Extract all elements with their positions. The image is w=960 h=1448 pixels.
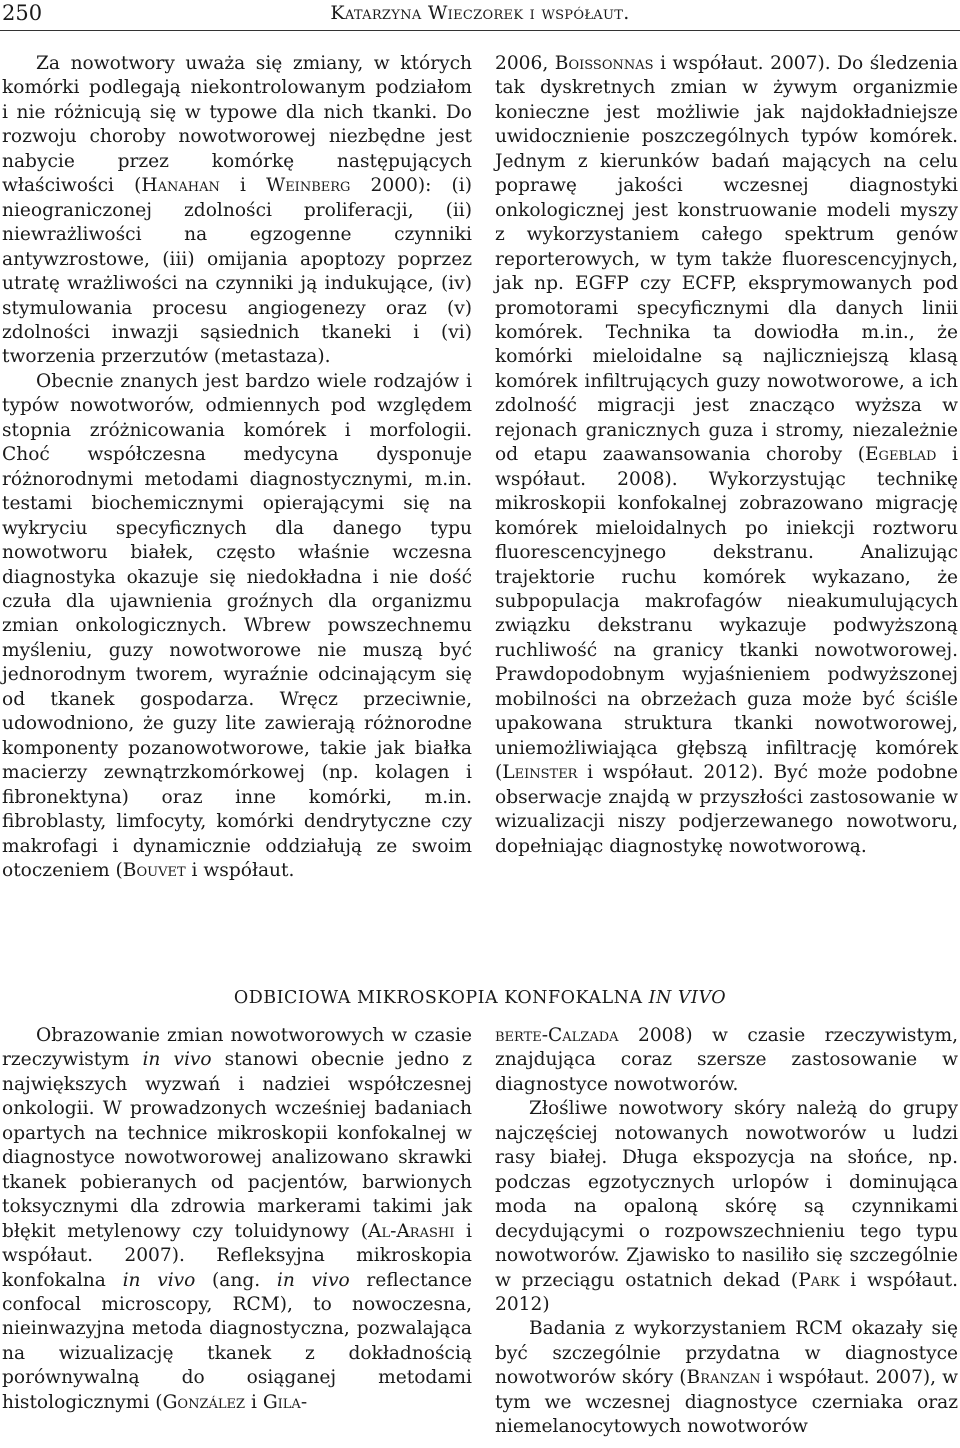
paragraph-reporter-genes: 2006, Boissonnas i współaut. 2007). Do śledzenia tak dyskretnych zmian w żywym organizmie konieczne jest możliwie jak najdokładniejsze uwidocznienie poszczególnych typów komórek. Jednym z kierunków badań mających na celu poprawę jakości wczesnej diagnostyki onkologicznej jest konstruowanie modeli myszy z wykorzystaniem całego spektrum genów reporterowych, w tym także fluorescencyjnych, jak np. EGFP czy ECFP, eksprymowanych pod promotorami specyficznymi dla danych linii komórek. Technika ta dowiodła m.in., że komórki mieloidalne są najliczniejszą klasą komórek infiltrujących guzy nowotworowe, a ich zdolność migracji jest znacząco wyższa w rejonach granicznych guza i stromy, niezależnie od etapu zaawansowania choroby (Egeblad i współaut. 2008). Wykorzystując technikę mikroskopii konfokalnej zobrazowano migrację komórek mieloidalnych po iniekcji roztworu fluorescencyjnego dekstranu. Analizując trajektorie ruchu komórek wykazano, że subpopulacja makrofagów nieakumulujących związku dekstranu wykazuje podwyższoną ruchliwość na granicy tkanki nowotworowej. Prawdopodobnym wyjaśnieniem podwyższonej mobilności na obrzeżach guza może być ściśle upakowana struktura tkanki nowotworowej, uniemożliwiająca głębszą infiltrację komórek (Leinster i współaut. 2012). Być może podobne obserwacje znajdą w przyszłości zastosowanie w wizualizacji niszy podjerzewanego nowotworu, dopełniając diagnostykę nowotworową. xyxy=(495,53,958,857)
citation-author: Boissonnas xyxy=(554,53,654,74)
bottom-left-column xyxy=(2,1024,472,1415)
citation-author: Park xyxy=(798,1269,840,1291)
citation-author: Hanahan xyxy=(141,175,220,197)
citation-author: Al-Arashi xyxy=(368,1220,455,1242)
paragraph-rcm-continued: berte-Calzada 2008) w czasie rzeczywistym, znajdująca coraz szersze zastosowanie w diagnostyce nowotworów. xyxy=(495,1025,958,1095)
running-head: Katarzyna Wieczorek i współaut. xyxy=(330,2,630,24)
citation-author: Bouvet xyxy=(122,859,186,881)
paragraph-tumor-types: Obecnie znanych jest bardzo wiele rodzajów i typów nowotworów, odmiennych pod względem stopnia zróżnicowania komórek i morfologii. Choć współczesna medycyna dysponuje różnorodnymi metodami diagnostycznymi, m.in. testami biochemicznymi opierającymi się na wykryciu specyficznych dla danego typu nowotworu białek, często właśnie wczesna diagnostyka okazuje się niedokładna i nie dość czuła dla ujawnienia groźnych dla organizmu zmian onkologicznych. Wbrew powszechnemu myśleniu, guzy nowotworowe nie muszą być jednorodnym tworem, wyraźnie odcinającym się od tkanek gospodarza. Wręcz przeciwnie, udowodniono, że guzy lite zawierają różnorodne komponenty pozanowotworowe, takie jak białka macierzy zewnątrzkomórkowej (np. kolagen i fibronektyna) oraz inne komórki, m.in. fibroblasty, limfocyty, komórki dendrytyczne czy makrofagi i dynamicznie oddziałują ze swoim otoczeniem (Bouvet i współaut. xyxy=(2,370,472,881)
citation-author: Leinster xyxy=(502,762,578,784)
section-heading: ODBICIOWA MIKROSKOPIA KONFOKALNA IN VIVO xyxy=(233,988,727,1008)
bottom-right-column xyxy=(495,1024,958,1440)
citation-author: Weinberg xyxy=(266,175,351,197)
page-header xyxy=(0,0,960,30)
paragraph-tumor-definition: Za nowotwory uważa się zmiany, w których komórki podlegają niekontrolowanym podziałom i nie różnicują się w typowe dla nich tkanki. Do rozwoju choroby nowotworowej niezbędne jest nabycie przez komórkę następujących właściwości (Hanahan i Weinberg 2000): (i) nieograniczonej zdolności proliferacji, (ii) niewrażliwości na egzogenne czynniki antywzrostowe, (iii) omijania apoptozy poprzez utratę wrażliwości na czynniki ją indukujące, (iv) stymulowania procesu angiogenezy oraz (v) zdolności inwazji sąsiednich tkaneki i (vi) tworzenia przerzutów (metastaza). xyxy=(2,53,472,368)
paragraph-skin-cancer: Złośliwe nowotwory skóry należą do grupy najczęściej notowanych nowotworów u ludzi rasy białej. Długa ekspozycja na słońce, np. podczas egzotycznych urlopów i dominująca moda na opaloną skórę są czynnikami decydującymi o rozpowszechnieniu tego typu nowotworów. Zjawisko to nasiliło się szczególnie w przeciągu ostatnich dekad (Park i współaut. 2012) xyxy=(495,1098,958,1315)
citation-author: Branzan xyxy=(686,1367,761,1389)
page-number: 250 xyxy=(2,1,43,25)
top-right-column xyxy=(495,52,958,859)
citation-author: Egeblad xyxy=(864,444,937,466)
header-rule xyxy=(0,30,960,31)
paragraph-rcm-skin: Badania z wykorzystaniem RCM okazały się być szczególnie przydatna w diagnostyce nowotworów skóry (Branzan i współaut. 2007), w tym we wczesnej diagnostyce czerniaka oraz niemelanocytowych nowotworów xyxy=(495,1318,958,1438)
paragraph-rcm-intro: Obrazowanie zmian nowotworowych w czasie rzeczywistym in vivo stanowi obecnie jedno z największych wyzwań i nadziei współczesnej onkologii. W prowadzonych wcześniej badaniach opartych na technice mikroskopii konfokalnej w diagnostyce nowotworowej analizowano skrawki tkanek pobieranych od pacjentów, barwionych toksycznymi dla zdrowia markerami takimi jak błękit metylenowy czy toluidynowy (Al-Arashi i współaut. 2007). Refleksyjna mikroskopia konfokalna in vivo (ang. in vivo reflectance confocal microscopy, RCM), to nowoczesna, nieinwazyjna metoda diagnostyczna, pozwalająca na wizualizację tkanek z dokładnością porównywalną do osiąganej metodami histologicznymi (González i Gila- xyxy=(2,1025,473,1413)
citation-author: Gila- xyxy=(262,1391,308,1413)
citation-author: González xyxy=(162,1391,246,1413)
top-left-column xyxy=(2,52,472,883)
citation-author: berte-Calzada xyxy=(495,1025,619,1046)
